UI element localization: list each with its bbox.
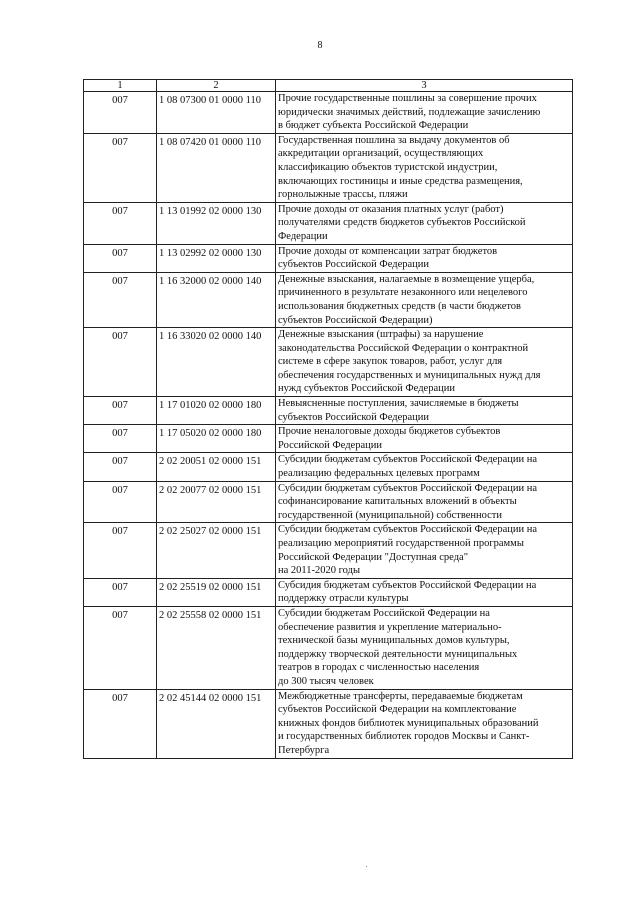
description-line: нужд субъектов Российской Федерации bbox=[278, 383, 455, 395]
description-line: Государственная пошлина за выдачу документов об bbox=[278, 134, 510, 146]
budget-code-cell: 2 02 20077 02 0000 151 bbox=[157, 481, 276, 523]
budget-code-cell: 1 13 01992 02 0000 130 bbox=[157, 202, 276, 244]
admin-code-cell: 007 bbox=[84, 481, 157, 523]
description-line: Денежные взыскания (штрафы) за нарушение bbox=[278, 329, 484, 341]
table-row bbox=[84, 689, 573, 758]
income-description-cell bbox=[276, 453, 573, 481]
admin-code-cell: 007 bbox=[84, 397, 157, 425]
table-row bbox=[84, 133, 573, 202]
description-line: до 300 тысяч человек bbox=[278, 675, 374, 687]
description-line: системе в сфере закупок товаров, работ, услуг для bbox=[278, 356, 503, 368]
description-line: в бюджет субъекта Российской Федерации bbox=[278, 120, 469, 132]
budget-code-cell: 1 13 02992 02 0000 130 bbox=[157, 244, 276, 272]
admin-code-cell: 007 bbox=[84, 202, 157, 244]
budget-code-cell: 1 16 32000 02 0000 140 bbox=[157, 272, 276, 327]
income-description-cell bbox=[276, 689, 573, 758]
admin-code-cell: 007 bbox=[84, 453, 157, 481]
budget-code-cell: 2 02 25519 02 0000 151 bbox=[157, 578, 276, 606]
table-row bbox=[84, 453, 573, 481]
description-line: получателями средств бюджетов субъектов Российской bbox=[278, 217, 526, 229]
admin-code-cell: 007 bbox=[84, 606, 157, 689]
table-row bbox=[84, 425, 573, 453]
admin-code-cell: 007 bbox=[84, 425, 157, 453]
description-line: субъектов Российской Федерации bbox=[278, 411, 430, 423]
budget-code-cell: 1 17 05020 02 0000 180 bbox=[157, 425, 276, 453]
description-line: государственной (муниципальной) собственности bbox=[278, 509, 503, 521]
description-line: Субсидии бюджетам Российской Федерации на bbox=[278, 607, 490, 619]
description-line: Петербурга bbox=[278, 744, 330, 756]
header-col-1: 1 bbox=[84, 80, 157, 92]
admin-code-cell: 007 bbox=[84, 328, 157, 397]
income-description-cell bbox=[276, 578, 573, 606]
description-line: использования бюджетных средств (в части бюджетов bbox=[278, 300, 522, 312]
table-row bbox=[84, 578, 573, 606]
description-line: Прочие государственные пошлины за совершение прочих bbox=[278, 93, 537, 104]
budget-code-cell: 2 02 25558 02 0000 151 bbox=[157, 606, 276, 689]
header-col-3: 3 bbox=[276, 80, 573, 92]
table-row bbox=[84, 244, 573, 272]
income-description-cell bbox=[276, 606, 573, 689]
description-line: Межбюджетные трансферты, передаваемые бюджетам bbox=[278, 690, 523, 702]
income-description-cell bbox=[276, 202, 573, 244]
description-line: и государственных библиотек городов Москвы и Санкт- bbox=[278, 731, 530, 743]
budget-revenue-table bbox=[83, 79, 573, 759]
budget-code-cell: 1 08 07300 01 0000 110 bbox=[157, 92, 276, 134]
description-line: обеспечение развития и укрепление материально- bbox=[278, 621, 502, 633]
income-description-cell bbox=[276, 481, 573, 523]
description-line: Федерации bbox=[278, 230, 328, 242]
header-col-2: 2 bbox=[157, 80, 276, 92]
description-line: законодательства Российской Федерации о контрактной bbox=[278, 342, 529, 354]
income-description-cell bbox=[276, 523, 573, 578]
table-body bbox=[84, 80, 573, 759]
description-line: поддержку творческой деятельности муниципальных bbox=[278, 648, 518, 660]
description-line: субъектов Российской Федерации) bbox=[278, 314, 433, 326]
admin-code-cell: 007 bbox=[84, 244, 157, 272]
description-line: классификацию объектов туристской индустрии, bbox=[278, 161, 498, 173]
description-line: Прочие доходы от компенсации затрат бюджетов bbox=[278, 245, 498, 257]
budget-code-cell: 1 08 07420 01 0000 110 bbox=[157, 133, 276, 202]
description-line: поддержку отрасли культуры bbox=[278, 593, 409, 605]
admin-code-cell: 007 bbox=[84, 272, 157, 327]
description-line: Денежные взыскания, налагаемые в возмещение ущерба, bbox=[278, 273, 535, 285]
description-line: субъектов Российской Федерации на комплектование bbox=[278, 704, 517, 716]
description-line: причиненного в результате незаконного или нецелевого bbox=[278, 287, 528, 299]
budget-code-cell: 2 02 20051 02 0000 151 bbox=[157, 453, 276, 481]
table-row bbox=[84, 202, 573, 244]
description-line: горнолыжные трассы, пляжи bbox=[278, 189, 408, 201]
description-line: юридически значимых действий, подлежащие зачислению bbox=[278, 106, 541, 118]
admin-code-cell: 007 bbox=[84, 133, 157, 202]
table-row bbox=[84, 481, 573, 523]
budget-code-cell: 2 02 25027 02 0000 151 bbox=[157, 523, 276, 578]
table-row bbox=[84, 523, 573, 578]
description-line: книжных фондов библиотек муниципальных образований bbox=[278, 717, 539, 729]
description-line: Прочие неналоговые доходы бюджетов субъектов bbox=[278, 426, 501, 438]
description-line: технической базы муниципальных домов культуры, bbox=[278, 635, 510, 647]
description-line: Прочие доходы от оказания платных услуг (работ) bbox=[278, 203, 504, 215]
description-line: аккредитации организаций, осуществляющих bbox=[278, 148, 484, 160]
description-line: театров в городах с численностью населения bbox=[278, 662, 480, 674]
budget-code-cell: 1 17 01020 02 0000 180 bbox=[157, 397, 276, 425]
income-description-cell bbox=[276, 425, 573, 453]
budget-code-cell: 2 02 45144 02 0000 151 bbox=[157, 689, 276, 758]
table-row bbox=[84, 272, 573, 327]
description-line: включающих гостиницы и иные средства размещения, bbox=[278, 175, 523, 187]
income-description-cell bbox=[276, 272, 573, 327]
description-line: Субсидии бюджетам субъектов Российской Федерации на bbox=[278, 454, 538, 466]
table-row bbox=[84, 328, 573, 397]
admin-code-cell: 007 bbox=[84, 689, 157, 758]
description-line: реализацию мероприятий государственной программы bbox=[278, 538, 524, 549]
income-description-cell bbox=[276, 397, 573, 425]
budget-code-cell: 1 16 33020 02 0000 140 bbox=[157, 328, 276, 397]
table-row bbox=[84, 92, 573, 134]
income-description-cell bbox=[276, 328, 573, 397]
description-line: обеспечения государственных и муниципальных нужд для bbox=[278, 369, 541, 381]
description-line: Субсидии бюджетам субъектов Российской Федерации на bbox=[278, 524, 538, 536]
description-line: на 2011-2020 годы bbox=[278, 565, 361, 577]
scan-speck bbox=[366, 866, 367, 867]
description-line: софинансирование капитальных вложений в объекты bbox=[278, 496, 517, 508]
table-row bbox=[84, 606, 573, 689]
table-header-row bbox=[84, 80, 573, 92]
page-number: 8 bbox=[317, 40, 323, 51]
description-line: Невыясненные поступления, зачисляемые в бюджеты bbox=[278, 398, 519, 410]
admin-code-cell: 007 bbox=[84, 92, 157, 134]
income-description-cell bbox=[276, 244, 573, 272]
description-line: реализацию федеральных целевых программ bbox=[278, 468, 480, 480]
income-description-cell bbox=[276, 92, 573, 134]
income-description-cell bbox=[276, 133, 573, 202]
table-row bbox=[84, 397, 573, 425]
description-line: Российской Федерации "Доступная среда" bbox=[278, 551, 468, 563]
description-line: Субсидии бюджетам субъектов Российской Федерации на bbox=[278, 482, 538, 494]
admin-code-cell: 007 bbox=[84, 523, 157, 578]
description-line: Субсидия бюджетам субъектов Российской Федерации на bbox=[278, 579, 537, 591]
description-line: субъектов Российской Федерации bbox=[278, 259, 430, 271]
admin-code-cell: 007 bbox=[84, 578, 157, 606]
description-line: Российской Федерации bbox=[278, 439, 382, 451]
